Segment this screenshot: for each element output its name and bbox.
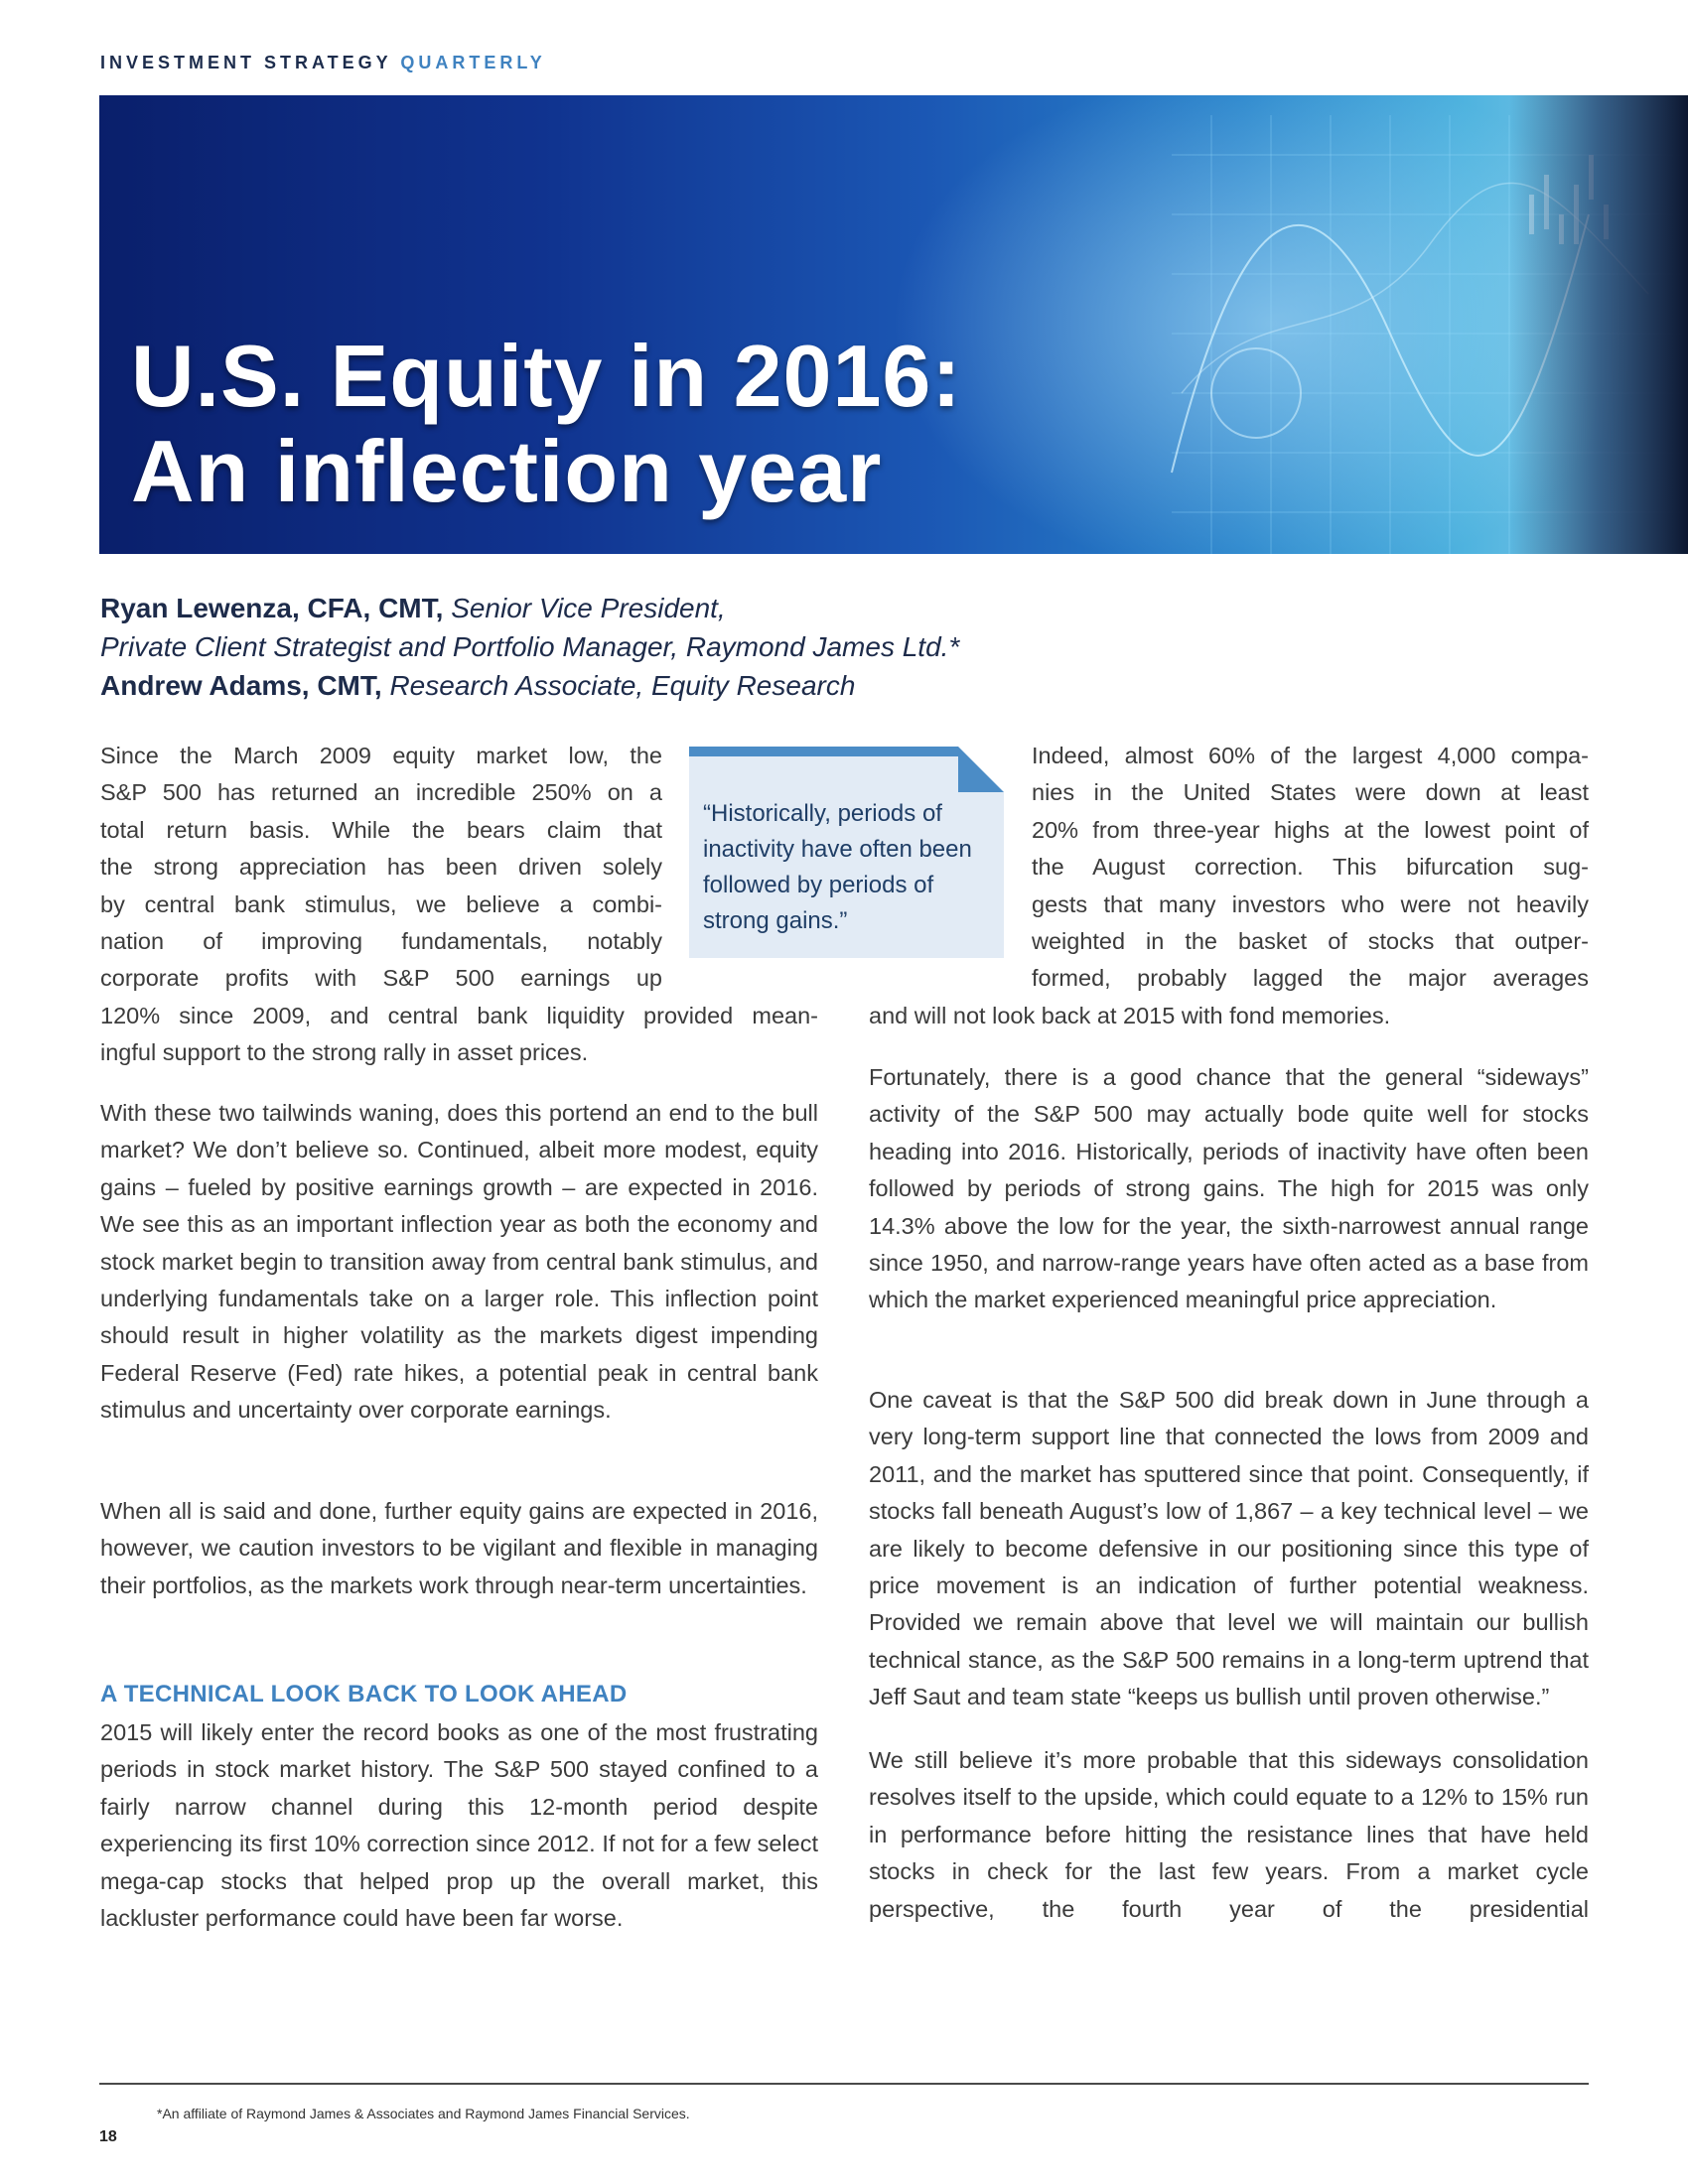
right-paragraph-1 bbox=[1032, 738, 1589, 998]
author-2 bbox=[100, 666, 959, 705]
text-line: nies in the United States were down at least bbox=[1032, 779, 1589, 806]
text-line: 20% from three-year highs at the lowest point of bbox=[1032, 816, 1589, 843]
pull-quote-top-bar bbox=[689, 747, 958, 756]
text-line: Since the March 2009 equity market low, the bbox=[100, 743, 662, 768]
section-heading: A TECHNICAL LOOK BACK TO LOOK AHEAD bbox=[100, 1681, 628, 1707]
right-paragraph-4: We still believe it’s more probable that this sideways consolidation resolves itself to the upside, which could equate to a 12% to 15% run in performance before hitting the resistance lines that have held stocks in check for the last few years. From a market cycle perspective, the fourth year of the presidential bbox=[869, 1747, 1589, 1922]
author-1-title-part2: Private Client Strategist and Portfolio Manager, Raymond James Ltd.* bbox=[100, 631, 960, 662]
left-paragraph-1 bbox=[100, 738, 818, 1072]
masthead-primary: INVESTMENT STRATEGY bbox=[100, 53, 392, 72]
author-1 bbox=[100, 589, 959, 627]
text-line: nation of improving fundamentals, notably bbox=[100, 928, 662, 955]
pull-quote-box bbox=[689, 747, 1004, 958]
article-title bbox=[131, 329, 962, 519]
author-1-title-part1: Senior Vice President, bbox=[451, 593, 726, 623]
text-line: weighted in the basket of stocks that outper- bbox=[1032, 928, 1589, 955]
left-paragraph-4: 2015 will likely enter the record books as one of the most frustrating periods in stock market history. The S&P 500 stayed confined to a fairly narrow channel during this 12-month period despite experiencing its first 10% correction since 2012. If not for a few select mega-cap stocks that helped prop up the overall market, this lackluster performance could have been far worse. bbox=[100, 1719, 818, 1932]
author-1-name: Ryan Lewenza, CFA, CMT, bbox=[100, 593, 444, 623]
text-line: formed, probably lagged the major averages bbox=[1032, 965, 1589, 992]
author-2-name: Andrew Adams, CMT, bbox=[100, 670, 382, 701]
author-block bbox=[100, 589, 959, 705]
text-line: the August correction. This bifurcation sug- bbox=[1032, 854, 1589, 881]
left-paragraph-2: With these two tailwinds waning, does this portend an end to the bull market? We don’t believe so. Continued, albeit more modest, equity gains – fueled by positive earnings growth – are expected in 2016. We see this as an important inflection year as both the economy and stock market begin to transition away from central bank stimulus, and underlying fundamentals take on a larger role. This inflection point should result in higher volatility as the markets digest impending Federal Reserve (Fed) rate hikes, a potential peak in central bank stimulus and uncertainty over corporate earnings. bbox=[100, 1100, 818, 1424]
text-line: corporate profits with S&P 500 earnings up bbox=[100, 965, 662, 992]
hero-banner bbox=[99, 95, 1688, 554]
text-line: ingful support to the strong rally in asset prices. bbox=[100, 1039, 589, 1066]
right-paragraph-2: Fortunately, there is a good chance that the general “sideways” activity of the S&P 500 may actually bode quite well for stocks heading into 2016. Historically, periods of inactivity have often been followed by periods of strong gains. The high for 2015 was only 14.3% above the low for the year, the sixth-narrowest annual range since 1950, and narrow-range years have often acted as a base from which the market experienced meaningful price appreciation. bbox=[869, 1064, 1589, 1313]
footnote: *An affiliate of Raymond James & Associates and Raymond James Financial Services. bbox=[157, 2106, 690, 2121]
right-paragraph-1-last-line: and will not look back at 2015 with fond memories. bbox=[869, 1003, 1391, 1028]
title-line-2: An inflection year bbox=[131, 422, 883, 520]
corner-fold-icon bbox=[958, 747, 1004, 792]
text-line: S&P 500 has returned an incredible 250% on a bbox=[100, 779, 662, 806]
text-line: gests that many investors who were not heavily bbox=[1032, 890, 1589, 917]
footer-divider bbox=[99, 2083, 1589, 2085]
text-line: 120% since 2009, and central bank liquidity provided mean- bbox=[100, 1002, 818, 1028]
right-paragraph-3: One caveat is that the S&P 500 did break down in June through a very long-term support line that connected the lows from 2009 and 2011, and the market has sputtered since that point. Consequently, if stocks fall beneath August’s low of 1,867 – a key technical level – we are likely to become defensive in our positioning since this type of price movement is an indication of further potential weakness. Provided we remain above that level we will maintain our bullish technical stance, as the S&P 500 remains in a long-term uptrend that Jeff Saut and team state “keeps us bullish until proven otherwise.” bbox=[869, 1387, 1589, 1710]
text-line: the strong appreciation has been driven solely bbox=[100, 854, 662, 881]
page-number: 18 bbox=[99, 2128, 117, 2145]
text-line: Indeed, almost 60% of the largest 4,000 compa- bbox=[1032, 743, 1589, 768]
publication-masthead bbox=[100, 53, 546, 73]
masthead-secondary: QUARTERLY bbox=[400, 53, 546, 72]
title-line-1: U.S. Equity in 2016: bbox=[131, 327, 962, 425]
pull-quote-text: “Historically, periods of inactivity have often been followed by periods of strong gains.” bbox=[703, 800, 972, 934]
text-line: total return basis. While the bears claim that bbox=[100, 816, 662, 843]
text-line: by central bank stimulus, we believe a combi- bbox=[100, 890, 662, 917]
left-paragraph-3: When all is said and done, further equity gains are expected in 2016, however, we caution investors to be vigilant and flexible in managing their portfolios, as the markets work through near-term uncertainties. bbox=[100, 1498, 818, 1598]
author-2-title: Research Associate, Equity Research bbox=[389, 670, 856, 701]
